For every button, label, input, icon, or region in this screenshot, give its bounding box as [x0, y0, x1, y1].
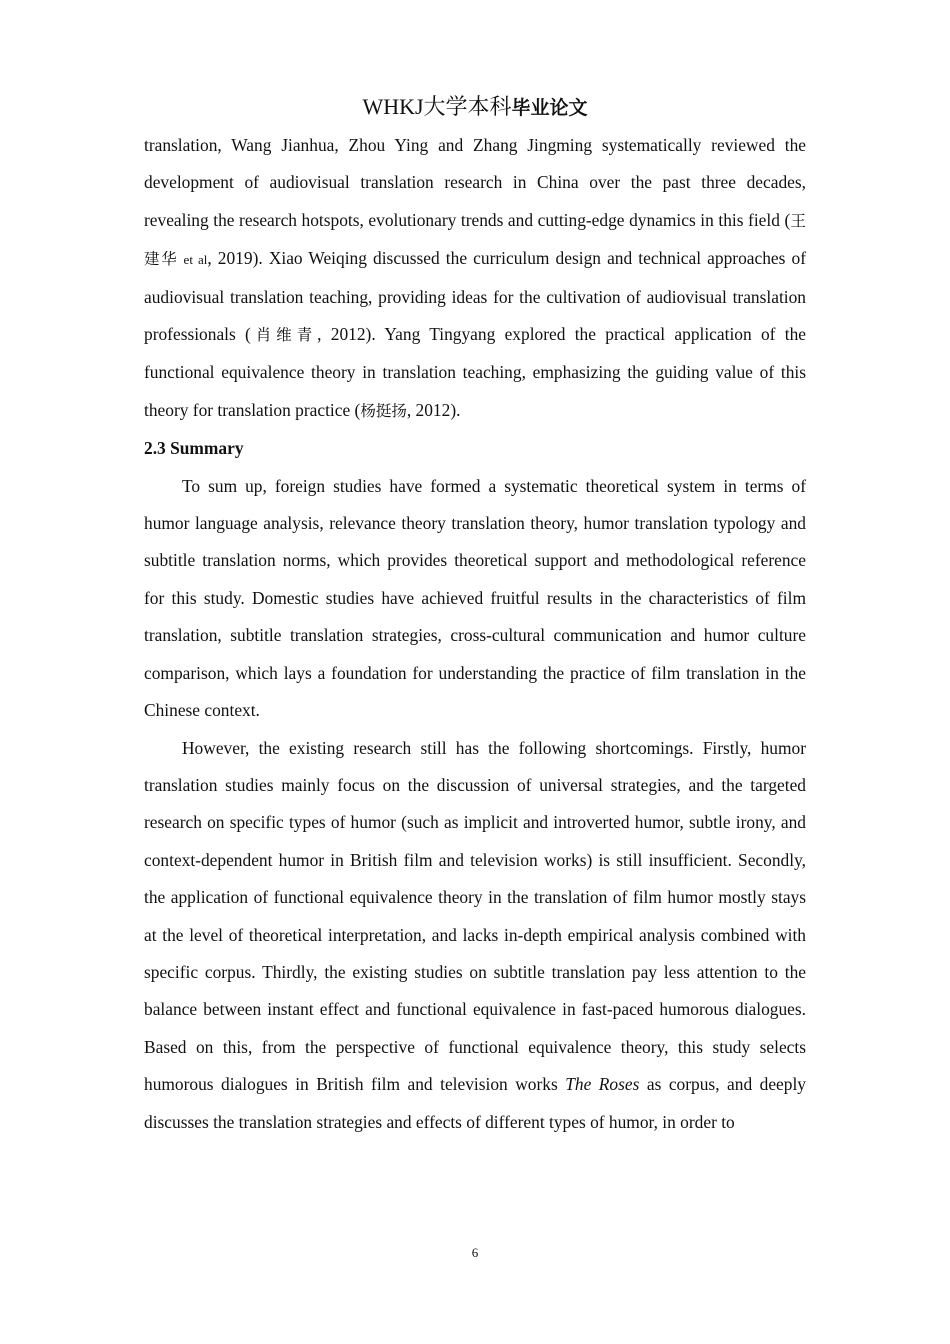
- header-school: WHKJ大学本科: [362, 94, 512, 119]
- page-header: [0, 93, 950, 122]
- citation-1-name: 王建华: [144, 211, 806, 269]
- work-title: The Roses: [565, 1074, 640, 1095]
- para1-text-b: , 2019). Xiao Weiqing discussed the curriculum design and technical approaches of audiovisual translation teaching, providing ideas for the cultivation of audiovisual translation professionals (: [144, 248, 806, 345]
- paragraph-3: [144, 730, 806, 1141]
- para3-text-a: However, the existing research still has the following shortcomings. Firstly, humor translation studies mainly focus on the discussion of universal strategies, and the targeted research on specific types of humor (such as implicit and introverted humor, subtle irony, and context-dependent humor in British film and television works) is still insufficient. Secondly, the application of functional equivalence theory in the translation of film humor mostly stays at the level of theoretical interpretation, and lacks in-depth empirical analysis combined with specific corpus. Thirdly, the existing studies on subtitle translation pay less attention to the balance between instant effect and functional equivalence in fast-paced humorous dialogues. Based on this, from the perspective of functional equivalence theory, this study selects humorous dialogues in British film and television works: [144, 737, 806, 1095]
- section-heading: 2.3 Summary: [144, 438, 244, 459]
- para1-text-c: , 2012). Yang Tingyang explored the practical application of the functional equivalence theory in translation teaching, emphasizing the guiding value of this theory for translation practice (: [144, 324, 806, 420]
- para1-text-d: , 2012).: [406, 399, 461, 420]
- body-text: [144, 127, 806, 1141]
- citation-1-etal: et al: [178, 252, 208, 268]
- paragraph-1: [144, 127, 806, 430]
- citation-3-name: 杨挺扬: [360, 401, 407, 420]
- paragraph-2: To sum up, foreign studies have formed a systematic theoretical system in terms of humor language analysis, relevance theory translation theory, humor translation typology and subtitle translation norms, which provides theoretical support and methodological reference for this study. Domestic studies have achieved fruitful results in the characteristics of film translation, subtitle translation strategies, cross-cultural communication and humor culture comparison, which lays a foundation for understanding the practice of film translation in the Chinese context.: [144, 475, 806, 721]
- header-doc-kind: 毕业论文: [511, 97, 588, 119]
- para1-text-a: translation, Wang Jianhua, Zhou Ying and Zhang Jingming systematically reviewed the development of audiovisual translation research in China over the past three decades, revealing the research hotspots, evolutionary trends and cutting-edge dynamics in this field (: [144, 135, 806, 230]
- citation-2-name: 肖维青: [250, 326, 318, 345]
- para3-text-b: as corpus, and deeply discusses the translation strategies and effects of different types of humor, in order to: [144, 1074, 806, 1132]
- page-number: 6: [471, 1245, 479, 1260]
